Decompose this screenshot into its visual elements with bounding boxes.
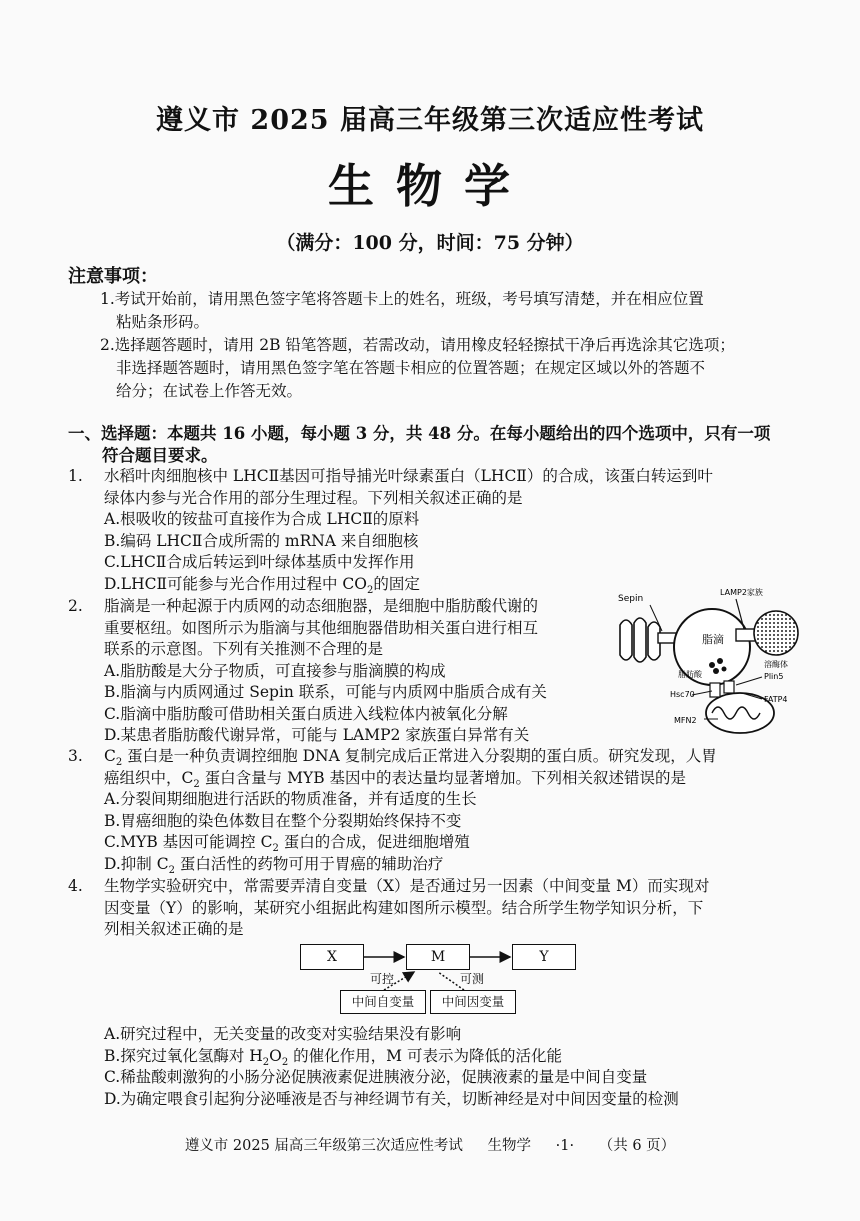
label-measurable: 可测 bbox=[460, 972, 485, 986]
plin5-pointer bbox=[736, 677, 762, 685]
section-heading bbox=[68, 423, 808, 467]
footer-subject: 生物学 bbox=[487, 1138, 532, 1154]
label-lysosome: 溶酶体 bbox=[764, 660, 788, 669]
question-stem: 水稻叶肉细胞核中 LHCⅡ基因可指导捕光叶绿素蛋白（LHCⅡ）的合成，该蛋白转运到叶 bbox=[104, 467, 713, 485]
page-footer bbox=[0, 1134, 860, 1155]
subscript: 2 bbox=[168, 864, 175, 876]
stem-text: 癌组织中，C bbox=[104, 768, 194, 787]
exam-title: 遵义市 2025 届高三年级第三次适应性考试 bbox=[156, 105, 704, 136]
box-x: X bbox=[300, 944, 364, 970]
stem-text: 蛋白含量与 MYB 基因中的表达量均显著增加。下列相关叙述错误的是 bbox=[199, 768, 687, 787]
label-mfn2: MFN2 bbox=[674, 716, 697, 725]
option-text: 蛋白的合成，促进细胞增殖 bbox=[278, 833, 470, 851]
er-shape bbox=[620, 618, 660, 662]
box-mid-dependent: 中间因变量 bbox=[430, 990, 516, 1014]
notice-line: 非选择题答题时，请用黑色签字笔在答题卡相应的位置答题；在规定区域以外的答题不 bbox=[116, 359, 706, 377]
subscript: 2 bbox=[281, 1056, 289, 1068]
subject-title: 生物学 bbox=[328, 159, 532, 213]
notice-item-1 bbox=[100, 288, 800, 334]
option-d: D.为确定喂食引起狗分泌唾液是否与神经调节有关，切断神经是对中间因变量的检测 bbox=[104, 1089, 679, 1108]
subscript: 2 bbox=[193, 778, 200, 790]
fatty-acid-dot bbox=[709, 662, 715, 668]
option-a: A.脂肪酸是大分子物质，可直接参与脂滴膜的构成 bbox=[104, 661, 446, 680]
option-c: C.脂滴中脂肪酸可借助相关蛋白质进入线粒体内被氧化分解 bbox=[104, 704, 508, 723]
option-b: B.胃癌细胞的染色体数目在整个分裂期始终保持不变 bbox=[104, 811, 462, 830]
score-time: （满分：100 分，时间：75 分钟） bbox=[276, 232, 584, 254]
question-number: 4. bbox=[68, 877, 83, 895]
question-stem: 绿体内参与光合作用的部分生理过程。下列相关叙述正确的是 bbox=[104, 488, 523, 507]
plin5-connector bbox=[724, 681, 734, 693]
lipid-droplet-figure bbox=[612, 585, 802, 740]
question-1 bbox=[68, 466, 808, 595]
option-c: C.LHCⅡ合成后转运到叶绿体基质中发挥作用 bbox=[104, 553, 415, 571]
option-text: 的催化作用，M 可表示为降低的活化能 bbox=[288, 1046, 562, 1065]
fatty-acid-dot bbox=[717, 658, 723, 664]
question-stem: 因变量（Y）的影响，某研究小组据此构建如图所示模型。结合所学生物学知识分析，下 bbox=[104, 898, 704, 917]
notice-line: 给分；在试卷上作答无效。 bbox=[116, 382, 303, 400]
box-m: M bbox=[406, 944, 470, 970]
label-lipid-droplet: 脂滴 bbox=[702, 633, 724, 646]
lipid-droplet-diagram bbox=[612, 585, 802, 740]
notice-line: 粘贴条形码。 bbox=[116, 313, 210, 331]
question-stem bbox=[68, 746, 808, 768]
option-b: B.编码 LHCⅡ合成所需的 mRNA 来自细胞核 bbox=[104, 531, 419, 550]
option-b: B.脂滴与内质网通过 Sepin 联系，可能与内质网中脂质合成有关 bbox=[104, 683, 547, 701]
lysosome-shape bbox=[754, 611, 798, 655]
stem-text: C bbox=[104, 747, 116, 765]
option-c bbox=[68, 832, 808, 854]
question-3 bbox=[68, 746, 808, 875]
question-stem: 列相关叙述正确的是 bbox=[104, 920, 244, 938]
question-4-options bbox=[68, 1024, 808, 1110]
option-c: C.稀盐酸刺激狗的小肠分泌促胰液素促进胰液分泌，促胰液素的量是中间自变量 bbox=[104, 1068, 648, 1086]
subscript: 2 bbox=[272, 843, 279, 855]
label-hsc70: Hsc70 bbox=[670, 690, 695, 699]
question-stem: 联系的示意图。下列有关推测不合理的是 bbox=[104, 640, 384, 658]
option-b bbox=[68, 1046, 808, 1068]
question-stem: 生物学实验研究中，常需要弄清自变量（X）是否通过另一因素（中间变量 M）而实现对 bbox=[104, 877, 710, 895]
footer-page: ·1· bbox=[555, 1138, 575, 1154]
option-d: D.某患者脂肪酸代谢异常，可能与 LAMP2 家族蛋白异常有关 bbox=[104, 726, 530, 744]
subscript: 2 bbox=[115, 757, 123, 769]
hsc70-connector bbox=[710, 683, 720, 697]
option-a: A.分裂间期细胞进行活跃的物质准备，并有适度的生长 bbox=[104, 790, 477, 808]
option-text: D.抑制 C bbox=[104, 854, 169, 873]
label-plin5: Plin5 bbox=[764, 672, 784, 681]
option-a: A.根吸收的铵盐可直接作为合成 LHCⅡ的原料 bbox=[104, 510, 420, 528]
subscript: 2 bbox=[262, 1056, 270, 1068]
option-text: B.探究过氧化氢酶对 H bbox=[104, 1046, 263, 1065]
hsc70-pointer bbox=[692, 691, 712, 695]
question-number: 1. bbox=[68, 467, 83, 485]
box-y: Y bbox=[512, 944, 576, 970]
question-stem: 重要枢纽。如图所示为脂滴与其他细胞器借助相关蛋白进行相互 bbox=[104, 618, 539, 637]
option-text: 蛋白活性的药物可用于胃癌的辅助治疗 bbox=[174, 854, 444, 873]
stem-text: 蛋白是一种负责调控细胞 DNA 复制完成后正常进入分裂期的蛋白质。研究发现，人胃 bbox=[122, 747, 717, 765]
section-line: 符合题目要求。 bbox=[102, 446, 218, 465]
notice-item-2 bbox=[100, 334, 800, 403]
label-fatp4: FATP4 bbox=[764, 695, 788, 704]
question-4 bbox=[68, 876, 808, 941]
fatty-acid-dot bbox=[722, 667, 727, 672]
notice-line: 2.选择题答题时，请用 2B 铅笔答题，若需改动，请用橡皮轻轻擦拭干净后再选涂其它选项； bbox=[100, 336, 735, 354]
label-fatty-acid: 脂肪酸 bbox=[678, 670, 702, 679]
question-stem bbox=[68, 768, 808, 790]
subscript: 2 bbox=[367, 584, 374, 596]
option-d bbox=[68, 854, 808, 876]
label-controllable: 可控 bbox=[370, 972, 395, 986]
section-line: 一、选择题：本题共 16 小题，每小题 3 分，共 48 分。在每小题给出的四个选项中，只有一项 bbox=[68, 424, 771, 443]
question-number: 3. bbox=[68, 747, 83, 765]
label-sepin: Sepin bbox=[618, 594, 644, 604]
fatty-acid-dot bbox=[713, 668, 719, 674]
label-lamp2: LAMP2家族 bbox=[720, 588, 763, 597]
footer-total: （共 6 页） bbox=[598, 1138, 676, 1154]
mediator-model-figure bbox=[296, 942, 586, 1018]
option-text: 的固定 bbox=[373, 574, 420, 593]
option-a: A.研究过程中，无关变量的改变对实验结果没有影响 bbox=[104, 1025, 462, 1043]
option-text: D.LHCⅡ可能参与光合作用过程中 CO bbox=[104, 574, 368, 593]
footer-exam: 遵义市 2025 届高三年级第三次适应性考试 bbox=[184, 1138, 463, 1154]
notice-line: 1.考试开始前，请用黑色签字笔将答题卡上的姓名，班级，考号填写清楚，并在相应位置 bbox=[100, 290, 704, 308]
question-stem: 脂滴是一种起源于内质网的动态细胞器，是细胞中脂肪酸代谢的 bbox=[104, 597, 539, 615]
notice-heading: 注意事项： bbox=[68, 266, 158, 287]
option-text: C.MYB 基因可能调控 C bbox=[104, 833, 273, 851]
question-number: 2. bbox=[68, 597, 83, 615]
option-text: O bbox=[269, 1046, 282, 1065]
box-mid-independent: 中间自变量 bbox=[340, 990, 426, 1014]
